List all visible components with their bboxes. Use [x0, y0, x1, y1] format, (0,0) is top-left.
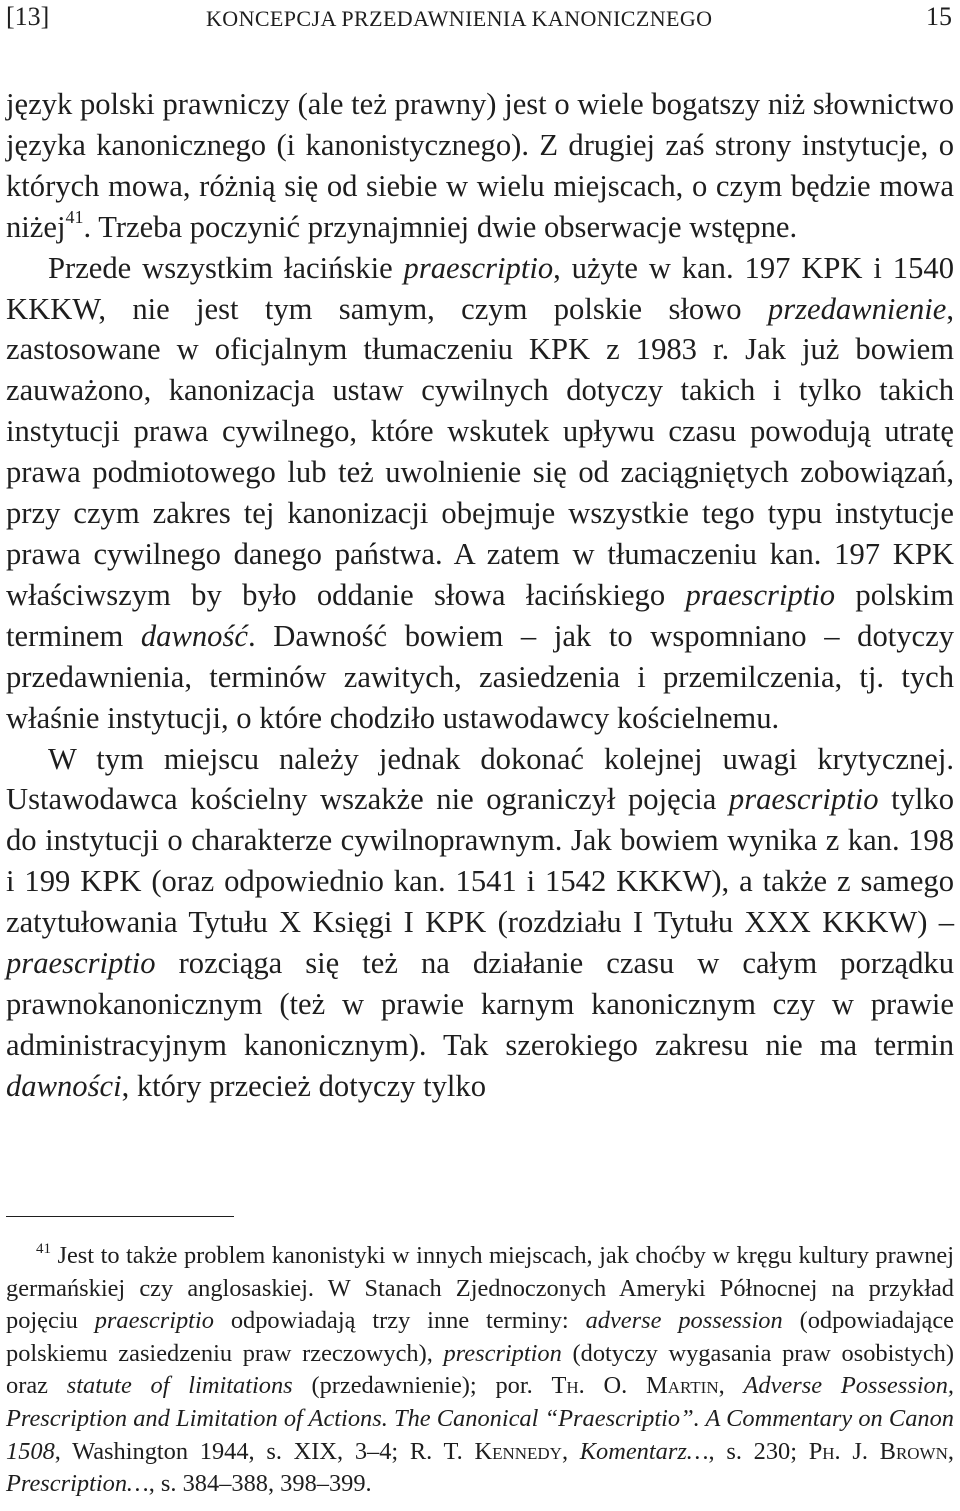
- polish-term: dawność: [140, 618, 248, 653]
- work-title: Komentarz…: [579, 1437, 709, 1465]
- term: statute of limitations: [66, 1372, 293, 1400]
- footnote-text: Jest to także problem kanonistyki w innych miejscach, jak choćby w kręgu kultury prawnej germańskiej czy anglosaskiej. W Stanach Zjednoczonych Ameryki Północnej na przykład pojęciu: [6, 1242, 954, 1335]
- latin-term: praescriptio: [728, 782, 879, 817]
- author-name: Kennedy: [474, 1437, 562, 1465]
- latin-term: praescriptio: [403, 250, 554, 285]
- work-title: Adverse Possession, Prescription and Limitation of Actions. The Canonical “Praescriptio”. A Commentary on Canon 1508: [6, 1372, 954, 1465]
- latin-term: praescriptio: [685, 577, 836, 612]
- footnote-text: , Washington 1944, s. XIX, 3–4; R. T.: [54, 1437, 475, 1465]
- text-run: . Trzeba poczynić przynajmniej dwie obserwacje wstępne.: [83, 209, 798, 244]
- footnote-text: odpowiadają trzy inne terminy:: [213, 1307, 586, 1335]
- author-name: Ph. J. Brown: [808, 1437, 948, 1465]
- footnote-text: ,: [561, 1437, 580, 1465]
- paragraph-3: [6, 739, 954, 1107]
- footnote-number: 41: [36, 1241, 51, 1257]
- footnote-text: (przedawnienie); por.: [292, 1372, 552, 1400]
- footnote-divider: [6, 1216, 234, 1217]
- term: adverse possession: [585, 1307, 783, 1335]
- text-run: tylko do instytucji o charakterze cywilnoprawnym. Jak bowiem wynika z kan. 198 i 199 KPK (oraz odpowiednio kan. 1541 i 1542 KKKW), a także z samego zatytułowania Tytułu X Księgi I KPK (rozdziału I Tytułu XXX KKKW) –: [6, 782, 954, 940]
- polish-term: przedawnienie: [767, 291, 947, 326]
- footnote-text: (dotyczy wygasania praw osobistych) oraz: [6, 1339, 954, 1400]
- footnote-41: [6, 1240, 954, 1501]
- paragraph-2: [6, 248, 954, 739]
- text-run: , użyte w kan. 197 KPK i 1540 KKKW, nie jest tym samym, czym polskie słowo: [6, 250, 954, 326]
- footnote-text: , s. 230;: [708, 1437, 809, 1465]
- text-run: , zastosowane w oficjalnym tłumaczeniu KPK z 1983 r. Jak już bowiem zauważono, kanonizacja ustaw cywilnych dotyczy takich i tylko takich instytucji prawa cywilnego, które wskutek upływu czasu powodują utratę prawa podmiotowego lub też uwolnienie się od zaciągniętych zobowiązań, przy czym zakres tej kanonizacji obejmuje wszystkie tego typu instytucje prawa cywilnego danego państwa. A zatem w tłumaczeniu kan. 197 KPK właściwszym by było oddanie słowa łacińskiego: [6, 291, 954, 612]
- main-text: [6, 84, 954, 1107]
- text-run: język polski prawniczy (ale też prawny) jest o wiele bogatszy niż słownictwo języka kanonicznego (i kanonistycznego). Z drugiej zaś strony instytucje, o których mowa, różnią się od siebie w wielu miejscach, o czym będzie mowa niżej: [6, 87, 954, 244]
- term: praescriptio: [94, 1307, 214, 1335]
- running-title: KONCEPCJA PRZEDAWNIENIA KANONICZNEGO: [206, 6, 713, 31]
- text-run: rozciąga się też na działanie czasu w całym porządku prawnokanonicznym (też w prawie karnym kanonicznym czy w prawie administracyjnym kanonicznym). Tak szerokiego zakresu nie ma termin: [6, 946, 954, 1062]
- latin-term: praescriptio: [6, 946, 156, 981]
- footnote-text: ,: [947, 1437, 954, 1465]
- footnote-text: , s. 384–388, 398–399.: [148, 1470, 372, 1498]
- footnote-text: (odpowiadające polskiemu zasiedzeniu praw rzeczowych),: [6, 1307, 954, 1367]
- text-run: polskim terminem: [6, 577, 954, 653]
- text-run: Przede wszystkim łacińskie: [48, 250, 404, 285]
- paragraph-1: [6, 84, 954, 248]
- section-label: [13]: [6, 2, 50, 31]
- term: prescription: [443, 1339, 562, 1367]
- running-head: [6, 0, 954, 34]
- text-run: . Dawność bowiem – jak to wspomniano – dotyczy przedawnienia, terminów zawitych, zasiedzenia i przemilczenia, tj. tych właśnie instytucji, o które chodziło ustawodawcy kościelnemu.: [6, 618, 955, 735]
- text-run: W tym miejscu należy jednak dokonać kolejnej uwagi krytycznej. Ustawodawca kościelny wszakże nie ograniczył pojęcia: [6, 741, 954, 817]
- polish-term: dawności: [6, 1068, 122, 1103]
- footnotes: [6, 1240, 954, 1501]
- footnote-text: ,: [718, 1372, 744, 1400]
- footnote-reference[interactable]: 41: [65, 206, 84, 227]
- text-run: , który przecież dotyczy tylko: [121, 1068, 487, 1103]
- author-name: Th. O. Martin: [551, 1372, 719, 1400]
- work-title: Prescription…: [6, 1470, 149, 1498]
- page-number: 15: [926, 2, 952, 31]
